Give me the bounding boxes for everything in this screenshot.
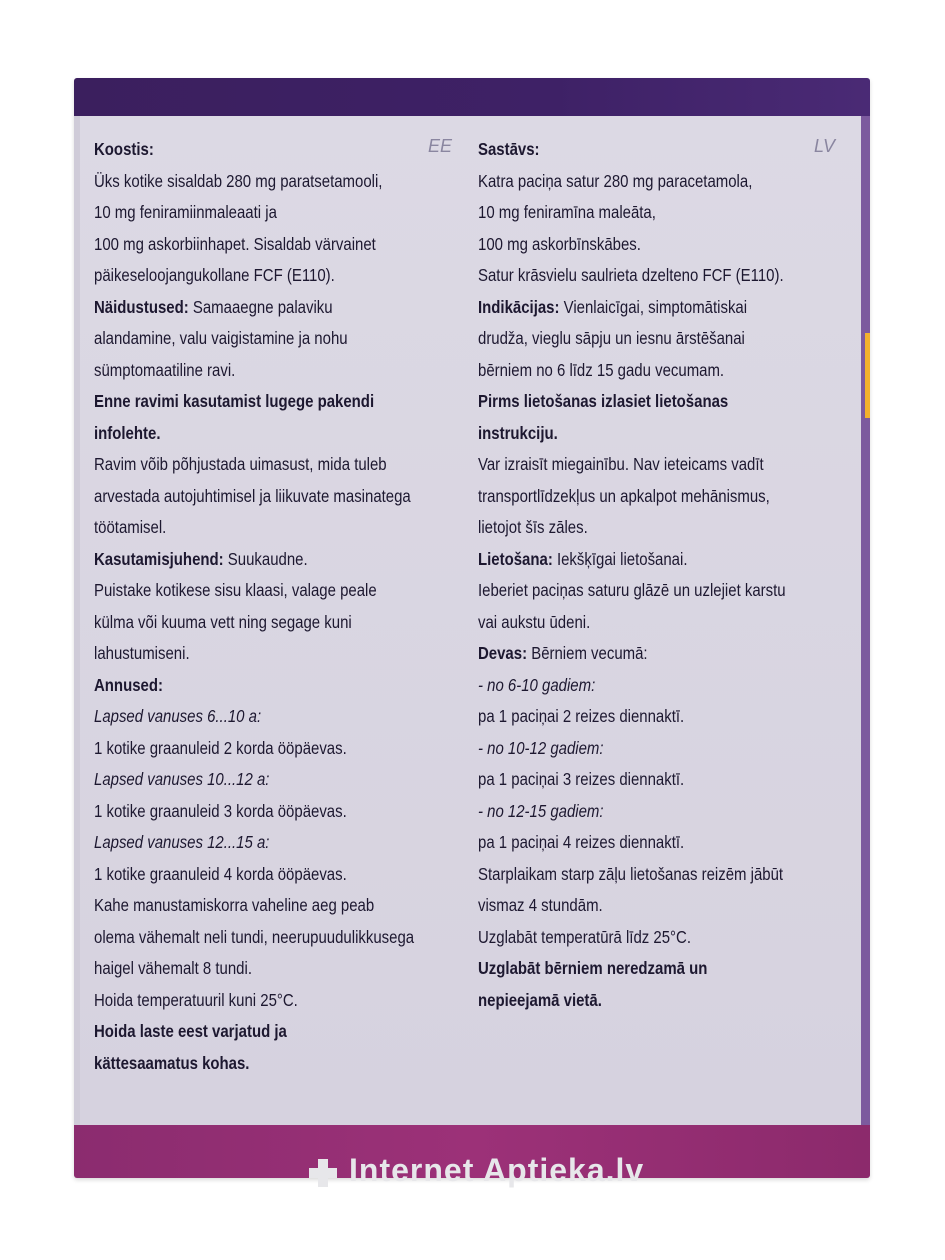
ee-usage-value: Suukaudne. — [223, 548, 308, 569]
lang-code-lv: LV — [814, 136, 836, 156]
side-yellow-accent — [865, 333, 870, 418]
ee-prep-3: lahustumiseni. — [94, 643, 190, 663]
lv-dose-1: pa 1 paciņai 2 reizes diennaktī. — [478, 706, 685, 726]
package-box — [74, 78, 870, 1178]
lv-interval-1: Starplaikam starp zāļu lietošanas reizēm jābūt — [478, 863, 784, 884]
lv-warning-1: Pirms lietošanas izlasiet lietošanas — [478, 391, 729, 411]
ee-driving-1: Ravim võib põhjustada uimasust, mida tuleb — [94, 454, 387, 474]
lv-line-2: 10 mg feniramīna maleāta, — [478, 202, 656, 222]
lv-dose-label: Devas: — [478, 643, 528, 663]
ee-age-3: Lapsed vanuses 12...15 a: — [94, 832, 270, 852]
lv-storage: Uzglabāt temperatūrā līdz 25°C. — [478, 926, 691, 947]
side-strip — [861, 116, 870, 1126]
lv-children-2: nepieejamā vietā. — [478, 989, 602, 1010]
lv-indications-label: Indikācijas: — [478, 296, 560, 317]
latvian-column — [478, 134, 838, 1016]
ee-prep-2: külma või kuuma vett ning segage kuni — [94, 611, 352, 632]
watermark — [305, 1152, 644, 1191]
ee-line-3: 100 mg askorbiinhapet. Sisaldab värvainet — [94, 233, 376, 254]
lv-interval-2: vismaz 4 stundām. — [478, 895, 603, 915]
estonian-column — [94, 134, 464, 1079]
pharmacy-cross-icon — [305, 1155, 341, 1191]
lv-indications-1: Vienlaicīgai, simptomātiskai — [559, 296, 748, 317]
lv-line-3: 100 mg askorbīnskābes. — [478, 233, 641, 254]
ee-age-2: Lapsed vanuses 10...12 a: — [94, 769, 270, 789]
ee-dose-1: 1 kotike graanuleid 2 korda ööpäevas. — [94, 737, 347, 758]
ee-warning-2: infolehte. — [94, 422, 161, 443]
ee-line-2: 10 mg feniramiinmaleaati ja — [94, 202, 277, 222]
ee-usage-label: Kasutamisjuhend: — [94, 548, 224, 569]
top-purple-band — [74, 78, 870, 116]
ee-interval-2: olema vähemalt neli tundi, neerupuudulikkusega — [94, 926, 415, 947]
lv-prep-1: Ieberiet paciņas saturu glāzē un uzlejiet karstu — [478, 580, 786, 600]
lv-driving-1: Var izraisīt miegainību. Nav ieteicams vadīt — [478, 454, 764, 474]
ee-indications-label: Näidustused: — [94, 296, 189, 317]
ee-interval-1: Kahe manustamiskorra vaheline aeg peab — [94, 895, 375, 915]
ee-dose-3: 1 kotike graanuleid 4 korda ööpäevas. — [94, 863, 347, 884]
lv-driving-3: lietojot šīs zāles. — [478, 517, 588, 537]
ee-dose-heading: Annused: — [94, 674, 163, 695]
ee-heading: Koostis: — [94, 139, 154, 159]
ee-children-2: kättesaamatus kohas. — [94, 1052, 250, 1073]
lang-code-ee: EE — [428, 136, 453, 156]
lv-driving-2: transportlīdzekļus un apkalpot mehānismus, — [478, 485, 770, 506]
lv-heading: Sastāvs: — [478, 139, 540, 159]
lv-children-1: Uzglabāt bērniem neredzamā un — [478, 958, 708, 978]
lv-indications-2: drudža, vieglu sāpju un iesnu ārstēšanai — [478, 328, 745, 348]
lv-dose-3: pa 1 paciņai 4 reizes diennaktī. — [478, 832, 685, 852]
ee-indications-1: Samaaegne palaviku — [188, 296, 333, 317]
watermark-text: Internet Aptieka.lv — [349, 1152, 645, 1188]
lv-age-3: - no 12-15 gadiem: — [478, 800, 604, 821]
ee-dose-2: 1 kotike graanuleid 3 korda ööpäevas. — [94, 800, 347, 821]
lv-dose-2: pa 1 paciņai 3 reizes diennaktī. — [478, 769, 685, 789]
ee-interval-3: haigel vähemalt 8 tundi. — [94, 958, 252, 978]
ee-driving-2: arvestada autojuhtimisel ja liikuvate masinatega — [94, 485, 411, 506]
ee-indications-2: alandamine, valu vaigistamine ja nohu — [94, 328, 348, 348]
ee-line-4: päikeseloojangukollane FCF (E110). — [94, 265, 335, 285]
lv-age-1: - no 6-10 gadiem: — [478, 674, 596, 695]
ee-driving-3: töötamisel. — [94, 517, 167, 537]
lv-warning-2: instrukciju. — [478, 422, 558, 443]
lv-line-1: Katra paciņa satur 280 mg paracetamola, — [478, 170, 753, 191]
ee-line-1: Üks kotike sisaldab 280 mg paratsetamooli, — [94, 170, 383, 191]
ee-children-1: Hoida laste eest varjatud ja — [94, 1021, 287, 1041]
lv-indications-3: bērniem no 6 līdz 15 gadu vecumam. — [478, 359, 725, 380]
ee-indications-3: sümptomaatiline ravi. — [94, 359, 236, 380]
ee-prep-1: Puistake kotikese sisu klaasi, valage peale — [94, 580, 377, 600]
ee-warning-1: Enne ravimi kasutamist lugege pakendi — [94, 391, 375, 411]
lv-age-2: - no 10-12 gadiem: — [478, 737, 604, 758]
lv-line-4: Satur krāsvielu saulrieta dzelteno FCF (E110). — [478, 265, 784, 285]
ee-age-1: Lapsed vanuses 6...10 a: — [94, 706, 262, 726]
ee-storage: Hoida temperatuuril kuni 25°C. — [94, 989, 298, 1010]
lv-prep-2: vai aukstu ūdeni. — [478, 611, 591, 632]
lv-usage-label: Lietošana: — [478, 548, 553, 569]
lv-dose-value: Bērniem vecumā: — [527, 643, 648, 663]
lv-usage-value: Iekšķīgai lietošanai. — [552, 548, 688, 569]
